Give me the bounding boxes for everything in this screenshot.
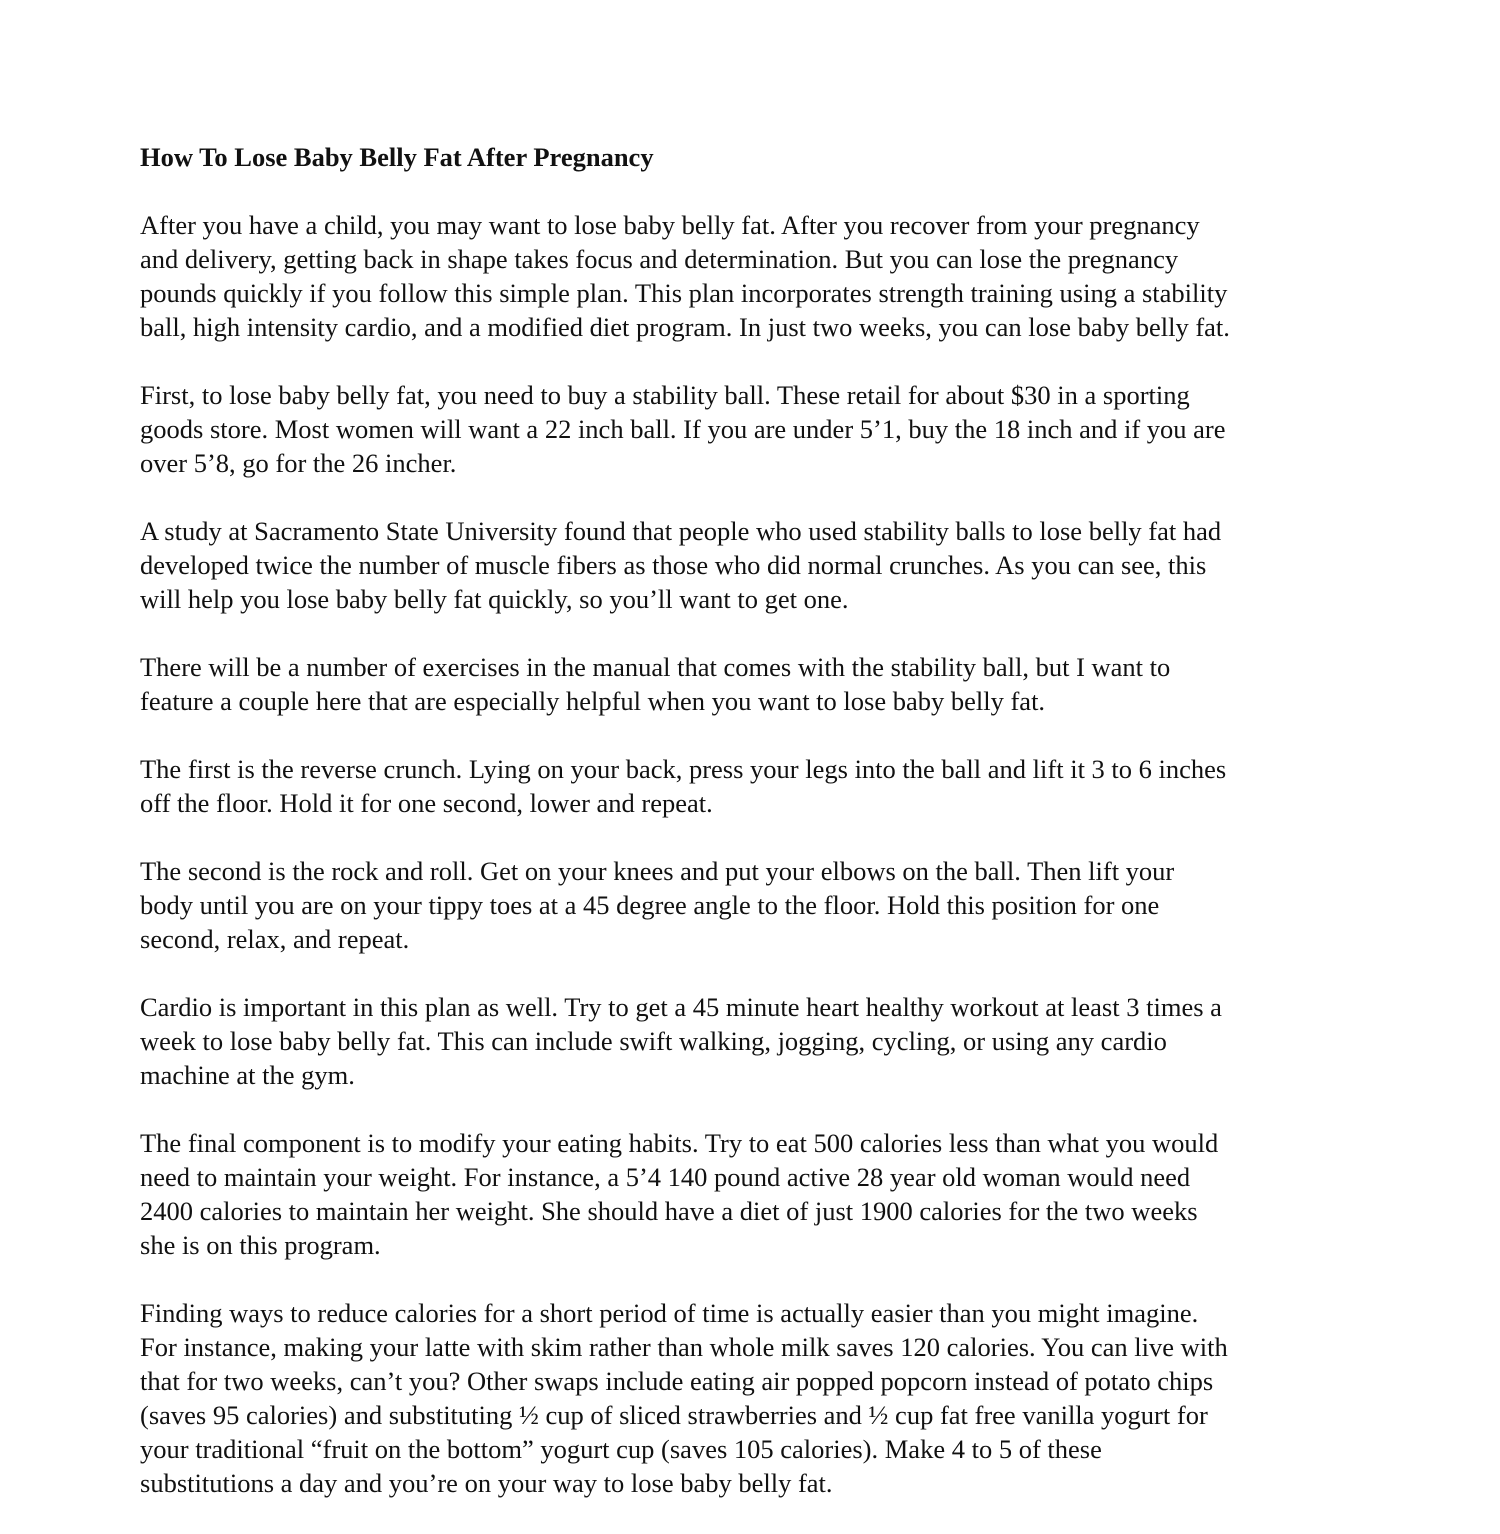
text-line: second, relax, and repeat.: [140, 924, 410, 954]
text-line: week to lose baby belly fat. This can include swift walking, jogging, cycling, or using any cardio: [140, 1026, 1167, 1056]
paragraph-3: [140, 514, 1380, 616]
text-line: ball, high intensity cardio, and a modified diet program. In just two weeks, you can lose baby belly fat.: [140, 312, 1230, 342]
text-line: After you have a child, you may want to lose baby belly fat. After you recover from your pregnancy: [140, 210, 1200, 240]
text-line: goods store. Most women will want a 22 inch ball. If you are under 5’1, buy the 18 inch and if you are: [140, 414, 1226, 444]
text-line: The final component is to modify your eating habits. Try to eat 500 calories less than what you would: [140, 1128, 1219, 1158]
text-line: There will be a number of exercises in the manual that comes with the stability ball, but I want to: [140, 652, 1171, 682]
text-line: First, to lose baby belly fat, you need to buy a stability ball. These retail for about $30 in a sporting: [140, 380, 1190, 410]
document-title: How To Lose Baby Belly Fat After Pregnancy: [140, 142, 654, 172]
text-line: Cardio is important in this plan as well. Try to get a 45 minute heart healthy workout at least 3 times a: [140, 992, 1222, 1022]
paragraph-9: [140, 1296, 1380, 1500]
document-body: [140, 140, 1380, 1534]
text-line: that for two weeks, can’t you? Other swaps include eating air popped popcorn instead of potato chips: [140, 1366, 1214, 1396]
text-line: The second is the rock and roll. Get on your knees and put your elbows on the ball. Then lift your: [140, 856, 1175, 886]
paragraph-1: [140, 208, 1380, 344]
text-line: pounds quickly if you follow this simple plan. This plan incorporates strength training using a stability: [140, 278, 1228, 308]
text-line: machine at the gym.: [140, 1060, 355, 1090]
text-line: Finding ways to reduce calories for a short period of time is actually easier than you might imagine.: [140, 1298, 1199, 1328]
text-line: she is on this program.: [140, 1230, 381, 1260]
text-line: substitutions a day and you’re on your way to lose baby belly fat.: [140, 1468, 833, 1498]
paragraph-6: [140, 854, 1380, 956]
text-line: over 5’8, go for the 26 incher.: [140, 448, 457, 478]
paragraph-5: [140, 752, 1380, 820]
text-line: and delivery, getting back in shape takes focus and determination. But you can lose the pregnancy: [140, 244, 1179, 274]
paragraph-2: [140, 378, 1380, 480]
text-line: off the floor. Hold it for one second, lower and repeat.: [140, 788, 713, 818]
text-line: feature a couple here that are especially helpful when you want to lose baby belly fat.: [140, 686, 1046, 716]
paragraph-8: [140, 1126, 1380, 1262]
text-line: 2400 calories to maintain her weight. She should have a diet of just 1900 calories for the two weeks: [140, 1196, 1198, 1226]
paragraph-7: [140, 990, 1380, 1092]
text-line: your traditional “fruit on the bottom” yogurt cup (saves 105 calories). Make 4 to 5 of these: [140, 1434, 1102, 1464]
paragraph-4: [140, 650, 1380, 718]
text-line: The first is the reverse crunch. Lying on your back, press your legs into the ball and lift it 3 to 6 inches: [140, 754, 1227, 784]
text-line: need to maintain your weight. For instance, a 5’4 140 pound active 28 year old woman would need: [140, 1162, 1191, 1192]
text-line: (saves 95 calories) and substituting ½ cup of sliced strawberries and ½ cup fat free vanilla yogurt for: [140, 1400, 1208, 1430]
text-line: For instance, making your latte with skim rather than whole milk saves 120 calories. You can live with: [140, 1332, 1228, 1362]
text-line: will help you lose baby belly fat quickly, so you’ll want to get one.: [140, 584, 849, 614]
text-line: A study at Sacramento State University found that people who used stability balls to lose belly fat had: [140, 516, 1222, 546]
text-line: body until you are on your tippy toes at a 45 degree angle to the floor. Hold this position for one: [140, 890, 1160, 920]
text-line: developed twice the number of muscle fibers as those who did normal crunches. As you can see, this: [140, 550, 1207, 580]
